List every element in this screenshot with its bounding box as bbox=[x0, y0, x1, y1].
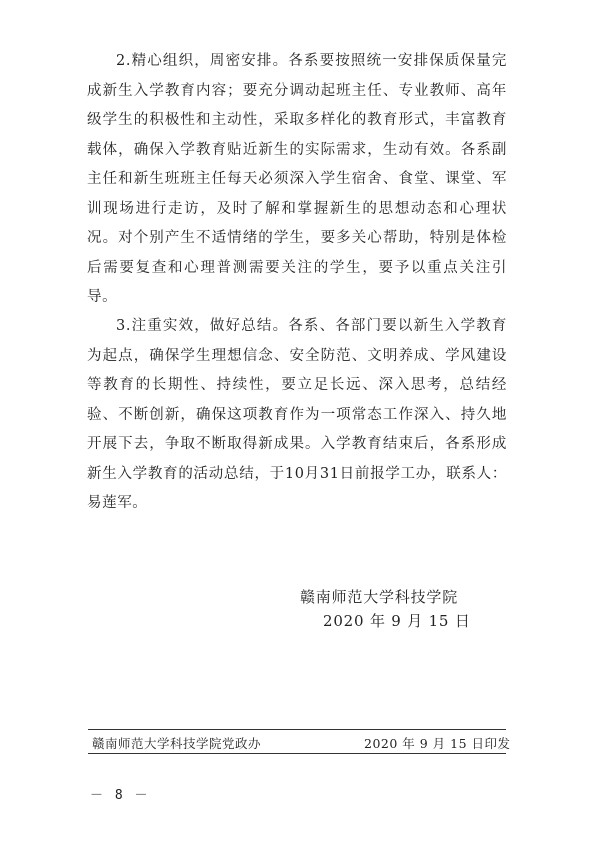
footer-bottom-rule bbox=[88, 753, 506, 754]
signature-date: 2020 年 9 月 15 日 bbox=[323, 612, 471, 630]
signature-organization: 赣南师范大学科技学院 bbox=[300, 588, 459, 606]
paragraph-text: 3.注重实效，做好总结。各系、各部门要以新生入学教育为起点，确保学生理想信念、安全防范、文明养成、学风建设等教育的长期性、持续性，要立足长远、深入思考，总结经验、不断创新，确保这项教育作为一项常态工作深入、持久地开展下去，争取不断取得新成果。入学教育结束后，各系形成新生入学教育的活动总结，于10月31日前报学工办，联系人：易莲军。 bbox=[87, 318, 507, 511]
footer-print-date: 2020 年 9 月 15 日印发 bbox=[364, 736, 511, 751]
footer-issuer: 赣南师范大学科技学院党政办 bbox=[92, 736, 262, 751]
body-paragraph-2 bbox=[87, 47, 507, 313]
body-paragraph-3 bbox=[87, 312, 507, 519]
page-number: － 8 － bbox=[90, 788, 150, 803]
paragraph-text: 2.精心组织，周密安排。各系要按照统一安排保质保量完成新生入学教育内容；要充分调动起班主任、专业教师、高年级学生的积极性和主动性，采取多样化的教育形式，丰富教育载体，确保入学教育贴近新生的实际需求，生动有效。各系副主任和新生班班主任每天必须深入学生宿舍、食堂、课堂、军训现场进行走访，及时了解和掌握新生的思想动态和心理状况。对个别产生不适情绪的学生，要多关心帮助，特别是体检后需要复查和心理普测需要关注的学生，要予以重点关注引导。 bbox=[87, 53, 507, 305]
footer-top-rule bbox=[88, 729, 506, 730]
